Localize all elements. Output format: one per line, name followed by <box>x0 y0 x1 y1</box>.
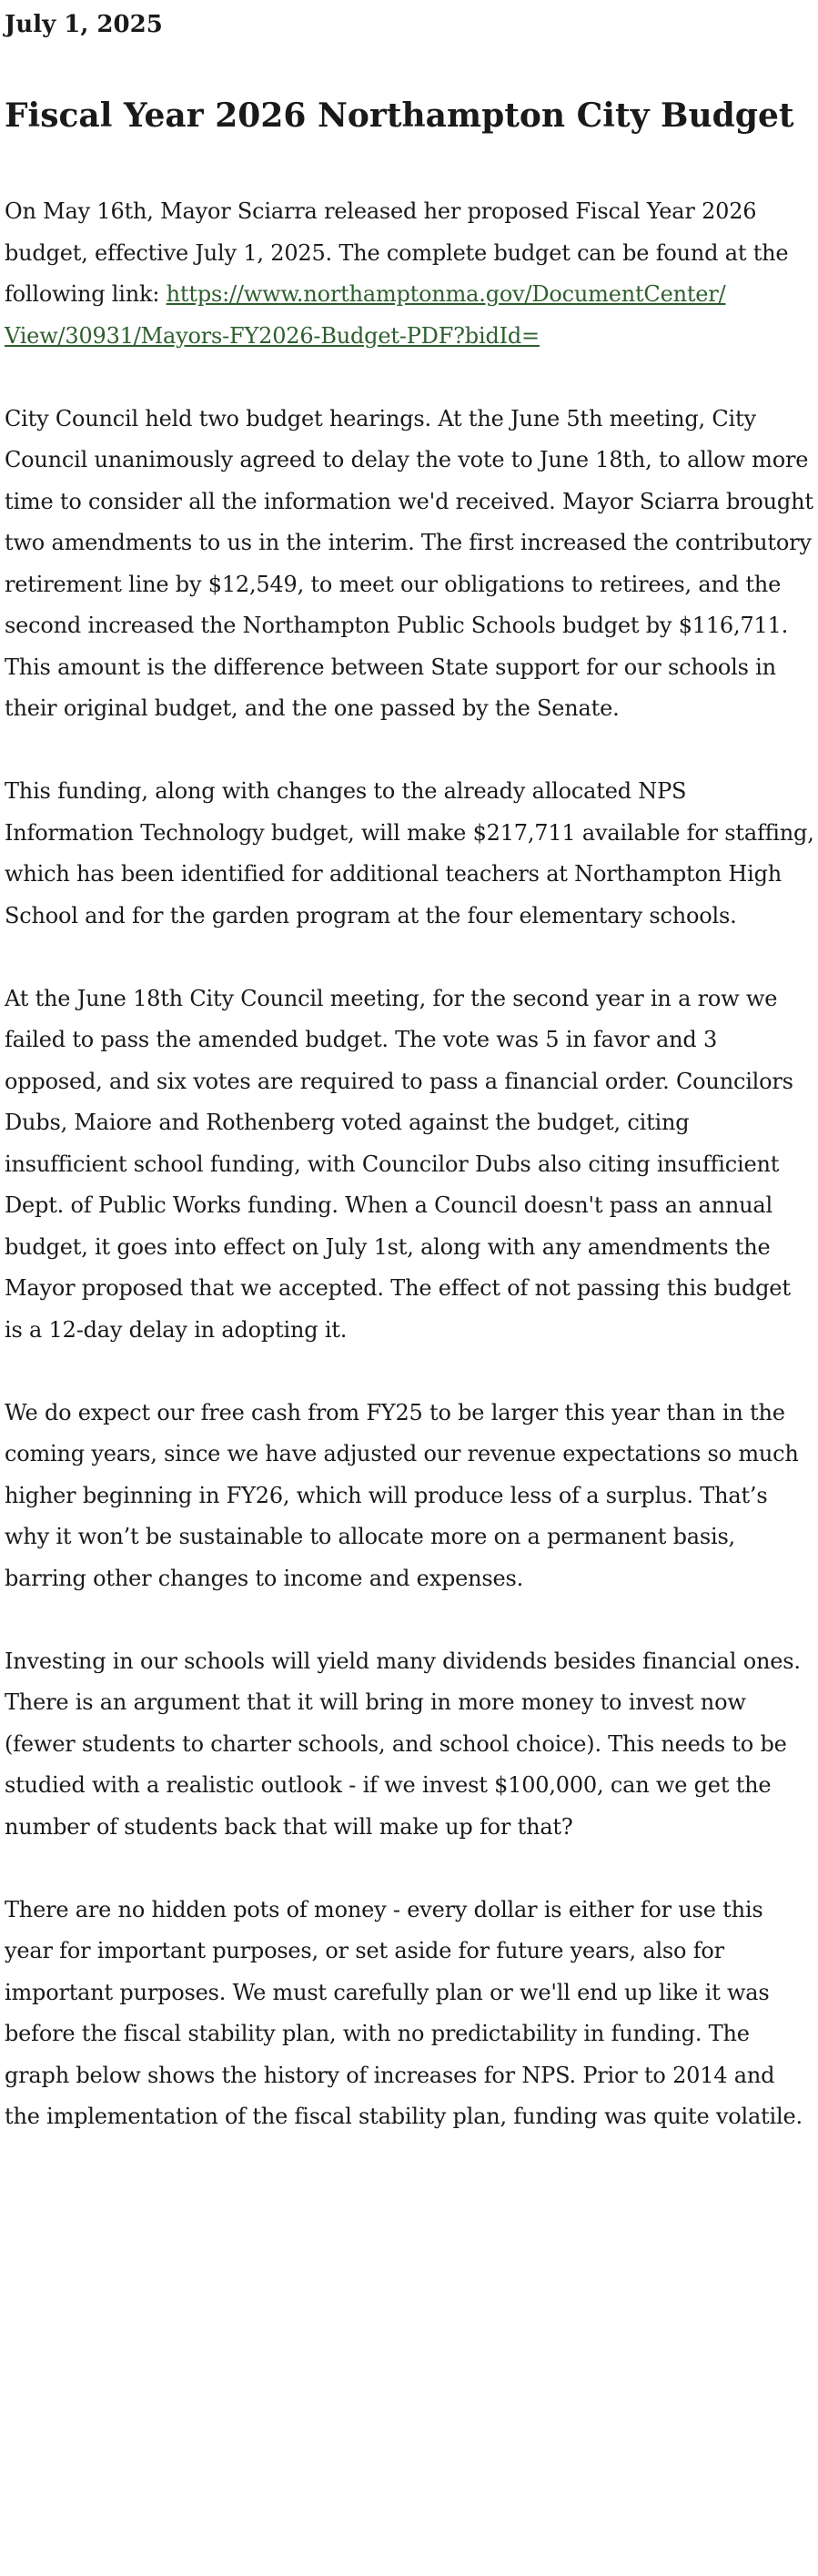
paragraph-free-cash: We do expect our free cash from FY25 to be larger this year than in the coming years, since we have adjusted our revenue expectations so much higher beginning in FY26, which will produce less of a surplus. That’s why it won’t be sustainable to allocate more on a permanent basis, barring other changes to income and expenses. <box>5 1399 799 1591</box>
paragraph-council-vote: At the June 18th City Council meeting, for the second year in a row we failed to pass the amended budget. The vote was 5 in favor and 3 opposed, and six votes are required to pass a financial order. Councilors Dubs, Maiore and Rothenberg voted against the budget, citing insufficient school funding, with Councilor Dubs also citing insufficient Dept. of Public Works funding. When a Council doesn't pass an annual budget, it goes into effect on July 1st, along with any amendments the Mayor proposed that we accepted. The effect of not passing this budget is a 12-day delay in adopting it. <box>5 985 793 1343</box>
page-title: Fiscal Year 2026 Northampton City Budget <box>5 96 794 135</box>
paragraph-budget-release <box>5 191 814 357</box>
post-date: July 1, 2025 <box>5 11 163 38</box>
paragraph-budget-hearings: City Council held two budget hearings. At the June 5th meeting, City Council unanimously agreed to delay the vote to June 18th, to allow more time to consider all the information we'd received. Mayor Sciarra brought two amendments to us in the interim. The first increased the contributory retirement line by $12,549, to meet our obligations to retirees, and the second increased the Northampton Public Schools budget by $116,711. This amount is the difference between State support for our schools in their original budget, and the one passed by the Senate. <box>5 405 813 721</box>
paragraph-funding-staffing: This funding, along with changes to the already allocated NPS Information Technology budget, will make $217,711 available for staffing, which has been identified for additional teachers at Northampton High School and for the garden program at the four elementary schools. <box>5 778 814 928</box>
link-text-line2: View/30931/Mayors-FY2026-Budget-PDF?bidId= <box>5 322 540 349</box>
link-text-line1: https://www.northamptonma.gov/DocumentCenter/ <box>166 281 726 307</box>
document-page <box>5 7 814 2138</box>
paragraph-fiscal-stability: There are no hidden pots of money - every dollar is either for use this year for important purposes, or set aside for future years, also for important purposes. We must carefully plan or we'll end up like it was before the fiscal stability plan, with no predictability in funding. The graph below shows the history of increases for NPS. Prior to 2014 and the implementation of the fiscal stability plan, funding was quite volatile. <box>5 1896 803 2129</box>
paragraph-text: On May 16th, Mayor Sciarra released her proposed Fiscal Year 2026 budget, effective July 1, 2025. The complete budget can be found at the following link: <box>5 198 789 307</box>
paragraph-school-investment: Investing in our schools will yield many dividends besides financial ones. There is an argument that it will bring in more money to invest now (fewer students to charter schools, and school choice). This needs to be studied with a realistic outlook - if we invest $100,000, can we get the number of students back that will make up for that? <box>5 1648 801 1840</box>
